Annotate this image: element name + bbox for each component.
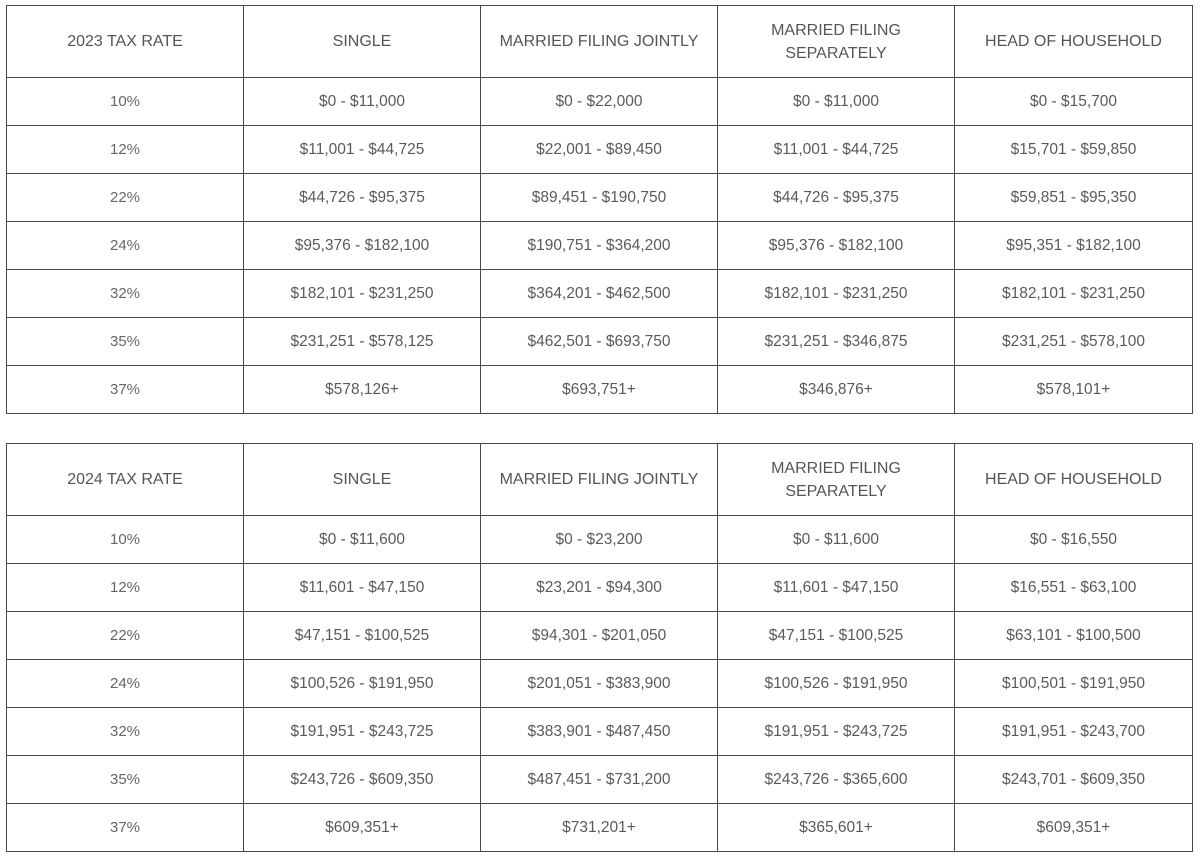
married-separately-cell: $95,376 - $182,100	[718, 222, 955, 270]
tax-table-2023	[6, 5, 1193, 414]
header-row	[7, 444, 1193, 516]
table-row	[7, 78, 1193, 126]
single-cell: $0 - $11,000	[244, 78, 481, 126]
single-cell: $95,376 - $182,100	[244, 222, 481, 270]
table-row	[7, 126, 1193, 174]
single-cell: $609,351+	[244, 804, 481, 852]
header-married-separately: MARRIED FILING SEPARATELY	[718, 444, 955, 516]
rate-cell: 32%	[7, 708, 244, 756]
rate-cell: 10%	[7, 516, 244, 564]
single-cell: $100,526 - $191,950	[244, 660, 481, 708]
married-separately-cell: $191,951 - $243,725	[718, 708, 955, 756]
rate-cell: 24%	[7, 660, 244, 708]
table-row	[7, 366, 1193, 414]
married-separately-cell: $100,526 - $191,950	[718, 660, 955, 708]
rate-cell: 35%	[7, 756, 244, 804]
table-row	[7, 516, 1193, 564]
married-jointly-cell: $22,001 - $89,450	[481, 126, 718, 174]
table-row	[7, 270, 1193, 318]
rate-cell: 12%	[7, 564, 244, 612]
table-row	[7, 318, 1193, 366]
married-jointly-cell: $23,201 - $94,300	[481, 564, 718, 612]
table-row	[7, 804, 1193, 852]
header-tax-rate: 2023 TAX RATE	[7, 6, 244, 78]
married-jointly-cell: $487,451 - $731,200	[481, 756, 718, 804]
tax-table-2024	[6, 443, 1193, 852]
header-head-of-household: HEAD OF HOUSEHOLD	[955, 444, 1193, 516]
header-married-jointly: MARRIED FILING JOINTLY	[481, 444, 718, 516]
rate-cell: 22%	[7, 174, 244, 222]
head-of-household-cell: $59,851 - $95,350	[955, 174, 1193, 222]
single-cell: $231,251 - $578,125	[244, 318, 481, 366]
table-row	[7, 174, 1193, 222]
table-row	[7, 708, 1193, 756]
married-separately-cell: $231,251 - $346,875	[718, 318, 955, 366]
married-jointly-cell: $190,751 - $364,200	[481, 222, 718, 270]
header-tax-rate: 2024 TAX RATE	[7, 444, 244, 516]
married-separately-cell: $0 - $11,600	[718, 516, 955, 564]
single-cell: $11,001 - $44,725	[244, 126, 481, 174]
table-row	[7, 660, 1193, 708]
header-head-of-household: HEAD OF HOUSEHOLD	[955, 6, 1193, 78]
rate-cell: 12%	[7, 126, 244, 174]
single-cell: $0 - $11,600	[244, 516, 481, 564]
married-jointly-cell: $94,301 - $201,050	[481, 612, 718, 660]
header-married-separately: MARRIED FILING SEPARATELY	[718, 6, 955, 78]
married-separately-cell: $243,726 - $365,600	[718, 756, 955, 804]
married-jointly-cell: $0 - $23,200	[481, 516, 718, 564]
single-cell: $47,151 - $100,525	[244, 612, 481, 660]
married-jointly-cell: $383,901 - $487,450	[481, 708, 718, 756]
head-of-household-cell: $15,701 - $59,850	[955, 126, 1193, 174]
rate-cell: 37%	[7, 804, 244, 852]
table-row	[7, 756, 1193, 804]
head-of-household-cell: $578,101+	[955, 366, 1193, 414]
header-single: SINGLE	[244, 6, 481, 78]
head-of-household-cell: $0 - $16,550	[955, 516, 1193, 564]
table-row	[7, 612, 1193, 660]
table-row	[7, 222, 1193, 270]
single-cell: $44,726 - $95,375	[244, 174, 481, 222]
single-cell: $578,126+	[244, 366, 481, 414]
table-row	[7, 564, 1193, 612]
single-cell: $243,726 - $609,350	[244, 756, 481, 804]
head-of-household-cell: $0 - $15,700	[955, 78, 1193, 126]
head-of-household-cell: $100,501 - $191,950	[955, 660, 1193, 708]
married-separately-cell: $47,151 - $100,525	[718, 612, 955, 660]
head-of-household-cell: $191,951 - $243,700	[955, 708, 1193, 756]
rate-cell: 10%	[7, 78, 244, 126]
single-cell: $182,101 - $231,250	[244, 270, 481, 318]
married-jointly-cell: $201,051 - $383,900	[481, 660, 718, 708]
married-jointly-cell: $89,451 - $190,750	[481, 174, 718, 222]
rate-cell: 37%	[7, 366, 244, 414]
single-cell: $11,601 - $47,150	[244, 564, 481, 612]
header-married-jointly: MARRIED FILING JOINTLY	[481, 6, 718, 78]
married-jointly-cell: $731,201+	[481, 804, 718, 852]
married-separately-cell: $44,726 - $95,375	[718, 174, 955, 222]
married-jointly-cell: $364,201 - $462,500	[481, 270, 718, 318]
head-of-household-cell: $95,351 - $182,100	[955, 222, 1193, 270]
rate-cell: 24%	[7, 222, 244, 270]
married-separately-cell: $11,001 - $44,725	[718, 126, 955, 174]
married-jointly-cell: $693,751+	[481, 366, 718, 414]
header-row	[7, 6, 1193, 78]
rate-cell: 35%	[7, 318, 244, 366]
head-of-household-cell: $243,701 - $609,350	[955, 756, 1193, 804]
married-separately-cell: $346,876+	[718, 366, 955, 414]
married-separately-cell: $0 - $11,000	[718, 78, 955, 126]
single-cell: $191,951 - $243,725	[244, 708, 481, 756]
married-separately-cell: $11,601 - $47,150	[718, 564, 955, 612]
head-of-household-cell: $609,351+	[955, 804, 1193, 852]
header-single: SINGLE	[244, 444, 481, 516]
head-of-household-cell: $182,101 - $231,250	[955, 270, 1193, 318]
head-of-household-cell: $16,551 - $63,100	[955, 564, 1193, 612]
head-of-household-cell: $63,101 - $100,500	[955, 612, 1193, 660]
married-separately-cell: $365,601+	[718, 804, 955, 852]
married-separately-cell: $182,101 - $231,250	[718, 270, 955, 318]
married-jointly-cell: $0 - $22,000	[481, 78, 718, 126]
head-of-household-cell: $231,251 - $578,100	[955, 318, 1193, 366]
rate-cell: 32%	[7, 270, 244, 318]
rate-cell: 22%	[7, 612, 244, 660]
married-jointly-cell: $462,501 - $693,750	[481, 318, 718, 366]
